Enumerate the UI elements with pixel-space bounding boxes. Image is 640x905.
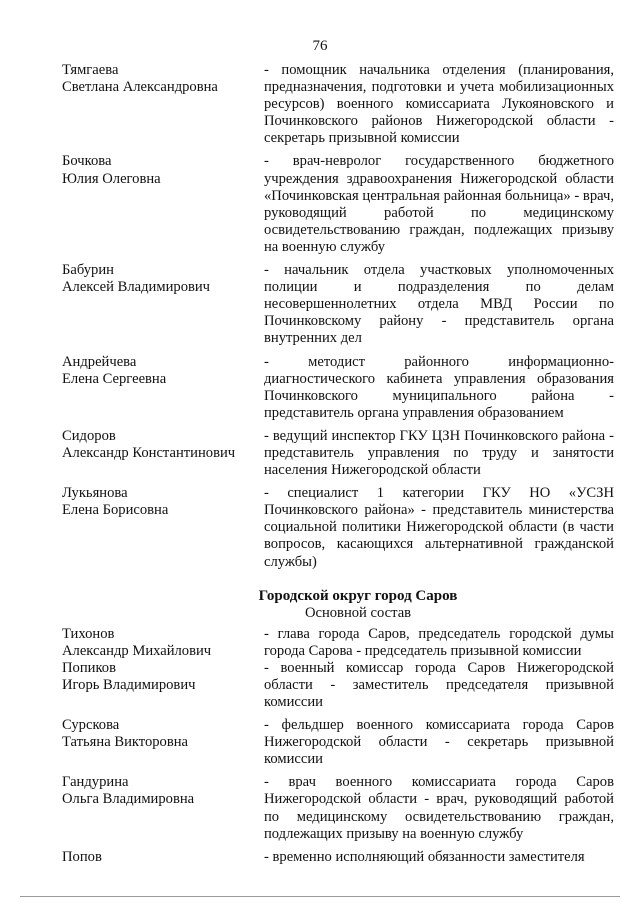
member-surname: Сурскова xyxy=(62,717,120,734)
member-surname: Попиков xyxy=(62,659,116,676)
member-name xyxy=(62,485,264,570)
member-given-names: Александр Константинович xyxy=(62,444,236,461)
member-name xyxy=(62,153,264,256)
member-entry xyxy=(62,660,614,711)
member-entry xyxy=(62,262,614,347)
member-given-names: Светлана Александровна xyxy=(62,79,218,96)
member-surname: Лукьянова xyxy=(62,485,128,502)
member-name xyxy=(62,354,264,422)
member-surname: Бочкова xyxy=(62,153,112,170)
member-role: - начальник отдела участковых уполномоченных полиции и подразделения по делам несовершеннолетних отдела МВД России по Починковскому району - представитель органа внутренних дел xyxy=(264,262,614,347)
member-name xyxy=(62,849,264,866)
member-entry xyxy=(62,717,614,768)
page-bottom-edge xyxy=(20,896,620,897)
member-role: - специалист 1 категории ГКУ НО «УСЗН Починковского района» - представитель министерства социальной политики Нижегородской области (в части вопросов, касающихся альтернативной гражданской службы) xyxy=(264,485,614,570)
member-name xyxy=(62,626,264,660)
member-given-names: Алексей Владимирович xyxy=(62,279,211,296)
member-name xyxy=(62,774,264,842)
commission-list xyxy=(62,62,614,872)
member-given-names: Юлия Олеговна xyxy=(62,170,161,187)
member-role: - глава города Саров, председатель городской думы города Сарова - председатель призывной комиссии xyxy=(264,625,614,659)
member-role: - военный комиссар города Саров Нижегородской области - заместитель председателя призывной комиссии xyxy=(264,659,614,710)
page-number: 76 xyxy=(312,38,328,54)
member-surname: Попов xyxy=(62,848,102,865)
member-name xyxy=(62,717,264,768)
member-given-names: Елена Сергеевна xyxy=(62,370,167,387)
member-given-names: Татьяна Викторовна xyxy=(62,734,189,751)
member-entry xyxy=(62,626,614,660)
member-surname: Тямгаева xyxy=(62,62,119,78)
member-surname: Андрейчева xyxy=(62,353,137,370)
member-surname: Гандурина xyxy=(62,774,129,791)
member-entry xyxy=(62,62,614,147)
member-role: - ведущий инспектор ГКУ ЦЗН Починковского района - представитель управления по труду и занятости населения Нижегородской области xyxy=(264,427,614,479)
member-surname: Тихонов xyxy=(62,625,115,642)
member-role: - врач-невролог государственного бюджетного учреждения здравоохранения Нижегородской области «Починковская центральная районная больница» - врач, руководящий работой по медицинскому освидетельствованию граждан, подлежащих призыву на военную службу xyxy=(264,153,614,255)
section-title: Городской округ город Саров xyxy=(258,587,458,604)
member-surname: Бабурин xyxy=(62,262,114,279)
member-entry xyxy=(62,849,614,866)
member-name xyxy=(62,660,264,711)
member-entry xyxy=(62,354,614,422)
member-name xyxy=(62,428,264,479)
member-entry xyxy=(62,428,614,479)
member-given-names: Ольга Владимировна xyxy=(62,791,195,808)
member-entry xyxy=(62,153,614,256)
member-role: - методист районного информационно-диагностического кабинета управления образования Починковского муниципального района - представитель органа управления образованием xyxy=(264,353,614,421)
subsection-title: Основной состав xyxy=(304,604,412,621)
member-role: - врач военного комиссариата города Саров Нижегородской области - врач, руководящий работой по медицинскому освидетельствованию граждан, подлежащих призыву на военную службу xyxy=(264,774,614,842)
member-role: - временно исполняющий обязанности заместителя xyxy=(264,848,585,865)
member-entry xyxy=(62,485,614,570)
member-surname: Сидоров xyxy=(62,427,116,444)
member-name xyxy=(62,262,264,347)
member-given-names: Игорь Владимирович xyxy=(62,676,196,693)
member-given-names: Александр Михайлович xyxy=(62,642,212,659)
member-given-names: Елена Борисовна xyxy=(62,502,169,519)
member-entry xyxy=(62,774,614,842)
member-role: - фельдшер военного комиссариата города Саров Нижегородской области - секретарь призывной комиссии xyxy=(264,717,614,768)
member-name xyxy=(62,62,264,147)
member-role: - помощник начальника отделения (планирования, предназначения, подготовки и учета мобилизационных ресурсов) военного комиссариата Лукояновского и Починковского районов Нижегородской области - секретарь призывной комиссии xyxy=(264,62,614,147)
